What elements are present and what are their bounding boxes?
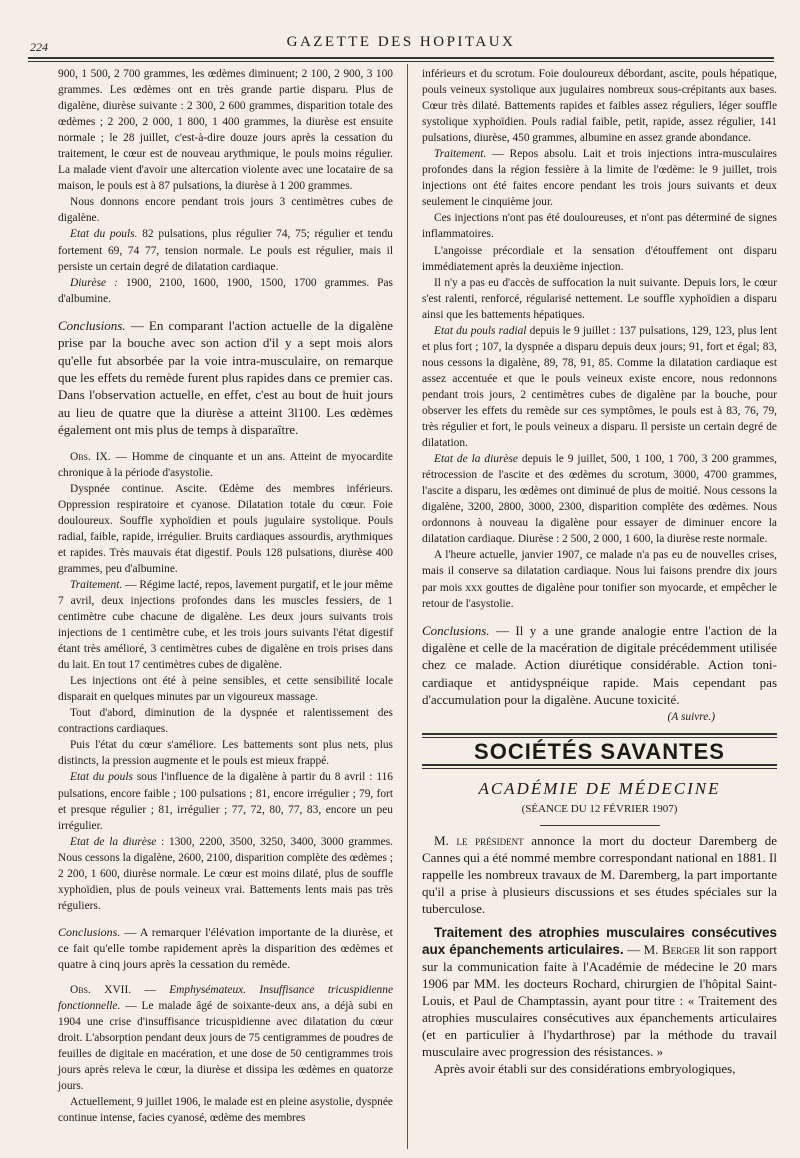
paragraph-text: — M. <box>623 941 662 957</box>
inline-label: Etat du pouls <box>70 771 133 784</box>
conclusions-paragraph <box>58 317 393 439</box>
paragraph <box>422 924 777 1060</box>
inline-label: Conclusions. <box>58 317 126 333</box>
inline-label: Traitement. <box>70 578 123 591</box>
paragraph <box>422 323 777 451</box>
header-rule <box>28 57 774 62</box>
paragraph: Actuellement, 9 juillet 1906, le malade est en pleine asystolie, dyspnée continue intense, facies cyanosé, œdème des membres <box>58 1096 393 1125</box>
paragraph: Nous donnons encore pendant trois jours 3 centimètres cubes de digalène. <box>58 196 393 225</box>
column-separator <box>407 64 408 1149</box>
conclusions-paragraph <box>422 622 777 709</box>
paragraph-text: — En comparant l'action actuelle de la digalène prise par la bouche avec son action d'il y a sept mois alors qu'elle fut absorbée par la voie intra-musculaire, on remarque que les effets du remède furent plus rapides dans ce premier cas. Dans l'observation actuelle, en effet, c'est au bout de huit jours au lieu de quatre que la diurèse a atteint 3l100. Les œdèmes également ont mis plus de temps à disparaître. <box>58 317 393 438</box>
page-header <box>30 30 772 52</box>
paragraph <box>422 451 777 547</box>
paragraph-text: — A remarquer l'élévation importante de la diurèse, et ce fait qu'elle tombe rapidement après la disparition des œdèmes et quatre à cinq jours après la cessation du remède. <box>58 924 393 971</box>
paragraph: Puis l'état du cœur s'améliore. Les battements sont plus nets, plus distincts, la pression augmente et le pouls est mieux frappé. <box>58 739 393 768</box>
paragraph <box>58 577 393 673</box>
paragraph: 900, 1 500, 2 700 grammes, les œdèmes diminuent; 2 100, 2 900, 3 100 grammes. Les œdèmes ont en très grande partie disparu. Plus de digalène, diurèse suivante : 2 300, 2 600 grammes, disparition totale des œdèmes ; 2 200, 2 000, 1 800, 1 400 grammes, la diurèse est ensuite normale ; le 28 juillet, c'est-à-dire douze jours après la cessation du traitement, le cœur est de nouveau arythmique, le pouls moins régulier. La malade vient d'avoir une altercation violente avec une locataire de sa maison, le pouls est à 87 pulsations, la diurèse à 1 200 grammes. <box>58 68 393 193</box>
paragraph: L'angoisse précordiale et la sensation d'étouffement ont disparu immédiatement après la deuxième injection. <box>422 244 777 273</box>
paragraph: Les injections ont été à peine sensibles, et cette sensibilité locale disparait en quelques minutes par un vigoureux massage. <box>58 675 393 704</box>
paragraph-text: lit son rapport sur la communication faite à l'Académie de médecine le 20 mars 1906 par MM. les docteurs Rochard, chirurgien de l'hôpital Saint-Louis, et Paul de Champtassin, ayant pour titre : « Traitement des atrophies musculaires consécutives aux épanchements articulaires (et en particulier à l'hydarthrose) par la méthode du travail musculaire avec progression des résistances. » <box>422 941 778 1059</box>
inline-label: Conclusions. <box>58 924 121 939</box>
paragraph <box>422 832 777 917</box>
conclusions-paragraph <box>58 924 393 972</box>
paragraph-text: : 1300, 2200, 3500, 3250, 3400, 3000 grammes. Nous cessons la digalène, 2600, 2100, disparition complète des œdèmes ; 2 200, 1 600, diurèse normale. Le cœur est moins dilaté, plus de souffle xyphoïdien, plus de pouls veineux vrai. Battements lents mais pas très réguliers. <box>58 835 393 912</box>
section-rule <box>422 733 777 738</box>
academy-heading: ACADÉMIE DE MÉDECINE <box>478 778 721 798</box>
paragraph: inférieurs et du scrotum. Foie douloureux débordant, ascite, pouls hépatique, pouls veineux systolique aux jugulaires nombreux sous-crépitants aux bases. Cœur très dilaté. Battements rapides et faibles assez réguliers, léger souffle systolique xyphoïdien. Pouls radial faible, petit, rapide, assez régulier, 141 pulsations, diurèse, 450 grammes, albumine en assez grande abondance. <box>422 68 777 145</box>
inline-label: Conclusions. <box>422 622 490 638</box>
inline-label: Etat de la diurèse <box>434 453 518 466</box>
paragraph: Dyspnée continue. Ascite. Œdème des membres inférieurs. Oppression respiratoire et cyanose. Dilatation totale du cœur. Foie douloureux. Souffle xyphoïdien et pouls jugulaire systolique. Pouls radial, faible, rapide, irrégulier. Bruits cardiaques assourdis, arythmiques et rapides. Très mauvais état digestif. Pouls 128 pulsations, diurèse 400 grammes, peu d'albumine. <box>58 482 393 575</box>
inline-label: Etat du pouls radial <box>434 324 527 337</box>
observation-heading <box>58 449 393 481</box>
paragraph <box>58 769 393 833</box>
paragraph-text: 82 pulsations, plus régulier 74, 75; régulier et tendu fortement 69, 74 77, tension normale. Le pouls est régulier, mais il persiste un certain degré de dilatation cardiaque. <box>58 228 393 273</box>
paragraph <box>422 146 777 210</box>
paragraph-text: — Il y a une grande analogie entre l'action de la digalène et celle de la macération de digitale précédemment utilisée chez ce malade. Action diurétique considérable. Action toni-cardiaque et antidyspnéique rapide. Mais cependant pas d'accumulation pour la digalène. Aucune toxicité. <box>422 622 777 708</box>
running-title: GAZETTE DES HOPITAUX <box>286 34 516 50</box>
speaker-name: Berger <box>661 941 701 957</box>
inline-label: Etat du pouls. <box>70 228 138 241</box>
left-column <box>58 66 393 1126</box>
section-title: SOCIÉTÉS SAVANTES <box>474 738 725 764</box>
paragraph-text: depuis le 9 juillet : 137 pulsations, 129, 123, plus lent et plus fort ; 107, la dyspnée a disparu depuis deux jours; 91, fort et égal; 83, nous cessons la digalène, 89, 78, 91, 85. Comme la dilatation cardiaque est assez accentuée et que le pouls veineux existe encore, nous redonnons pendant trois jours, 2 centimètres cubes de digalène par la bouche, pour observer les effets du remède sur ces symptômes, le pouls est à 83, 76, 79, très régulier et fort, le pouls veineux a disparu. Il persiste un certain degré de dilatation. <box>422 324 777 450</box>
paragraph-text: depuis le 9 juillet, 500, 1 100, 1 700, 3 200 grammes, rétrocession de l'ascite et des œdèmes du scrotum, 3000, 4700 grammes, l'ascite a disparu, les œdèmes ont diminué de plus de moitié. Nous cessons la digalène, 3200, 2800, 3000, 2300, disparition complète des œdèmes. Nous ordonnons à nouveau la digalène pour essayer de diminuer encore la dilatation cardiaque. Diurèse : 2 500, 2 000, 1 600, la diurèse reste normale. <box>422 453 778 546</box>
paragraph: Ces injections n'ont pas été douloureuses, et n'ont pas déterminé de signes inflammatoires. <box>422 212 777 241</box>
paragraph <box>58 834 393 914</box>
paragraph <box>58 226 393 274</box>
paragraph-text: annonce la mort du docteur Daremberg de Cannes qui a été nommé membre correspondant national en 1881. Il rappelle les nombreux travaux de M. Daremberg, la part importante qu'il a prise à plusieurs discussions et ses études spéciales sur la tuberculose. <box>422 832 777 916</box>
inline-label: Traitement. <box>434 148 487 161</box>
paragraph-text: sous l'influence de la digalène à partir du 8 avril : 116 pulsations, encore faible ; 100 pulsations ; 81, encore irrégulier ; 79, fort et presque régulier ; 81, irrégulier ; 77, 72, 80, 77, 83, encore un peu irrégulier. <box>58 771 393 832</box>
paragraph: Tout d'abord, diminution de la dyspnée et ralentissement des contractions cardiaques. <box>58 707 393 736</box>
paragraph-text: — Repos absolu. Lait et trois injections intra-musculaires profondes dans la région fessière à la limite de l'œdème: le 9 juillet, trois injections ont été faites encore pendant les trois jours suivants et deux seulement le cinquième jour. <box>422 148 777 209</box>
paragraph-text: — Homme de cinquante et un ans. Atteint de myocardite chronique à la période d'asystolie. <box>58 450 393 479</box>
paragraph <box>58 275 393 307</box>
inline-label: Etat de la diurèse <box>70 835 157 848</box>
page-number: 224 <box>30 40 48 54</box>
short-rule <box>540 825 660 826</box>
paragraph: Il n'y a pas eu d'accès de suffocation la nuit suivante. Depuis lors, le cœur s'est ralenti, renforcé, régularisé nettement. Le souffle xyphoïdien a disparu ainsi que les battements hépatiques. <box>422 276 777 321</box>
observation-diagnosis: Emphysémateux. Insuffisance tricuspidienne fonctionnelle. <box>58 983 393 1012</box>
section-rule <box>422 764 777 769</box>
paragraph-text: — Le malade âgé de soixante-deux ans, a déjà subi en 1904 une crise d'insuffisance tricuspidienne avec dilatation du cœur droit. L'absorption pendant deux jours de 75 centigrammes de poudres de feuilles de digitale en macération, et une dose de 50 centigrammes trois jours après releva le cœur, la diurèse et dissipa les œdèmes en quatorze jours. <box>58 999 393 1093</box>
paragraph: A l'heure actuelle, janvier 1907, ce malade n'a pas eu de nouvelles crises, mais il conserve sa dilatation cardiaque. Nous lui faisons prendre dix jours par mois xxx gouttes de digalène pour tonifier son myocarde, et empêcher le retour de l'asystolie. <box>422 549 777 610</box>
right-column <box>422 66 777 1077</box>
to-be-continued: (A suivre.) <box>667 710 715 723</box>
observation-heading: Obs. XVII. — Emphysémateux. Insuffisance tricuspidienne fonctionnelle. — Le malade âgé de soixante-deux ans, a déjà subi en 1904 une crise d'insuffisance tricuspidienne avec dilatation du cœur droit. L'absorption pendant deux jours de 75 centigrammes de poudres de feuilles de digitale en macération, et une dose de 50 centigrammes trois jours après releva le cœur, la diurèse et dissipa les œdèmes en quatorze jours. <box>58 983 393 1093</box>
communication-title: Traitement des atrophies musculaires consécutives aux épanchements articulaires. <box>422 924 777 957</box>
paragraph-text: — Régime lacté, repos, lavement purgatif, et le jour même 7 avril, deux injections profondes dans les muscles fessiers, de 1 centimètre cube chacune de digalène. Les deux jours suivants trois injections de 1 centimètre cube, et les trois jours suivants l'état digestif étant très amélioré, 3 centimètres cubes de digalène en trois prises dans du lait. En tout 17 centimètres cubes de digalène. <box>58 578 393 672</box>
observation-label: Obs. XVII. <box>70 983 132 996</box>
session-date: (SÉANCE DU 12 FÉVRIER 1907) <box>521 802 678 815</box>
inline-label: Diurèse : <box>70 276 118 289</box>
paragraph-text: 1900, 2100, 1600, 1900, 1500, 1700 grammes. Pas d'albumine. <box>58 276 393 305</box>
paragraph: Après avoir établi sur des considérations embryologiques, <box>434 1060 736 1076</box>
observation-label: Obs. IX. <box>70 450 111 463</box>
speaker-label: M. le président <box>434 832 524 848</box>
